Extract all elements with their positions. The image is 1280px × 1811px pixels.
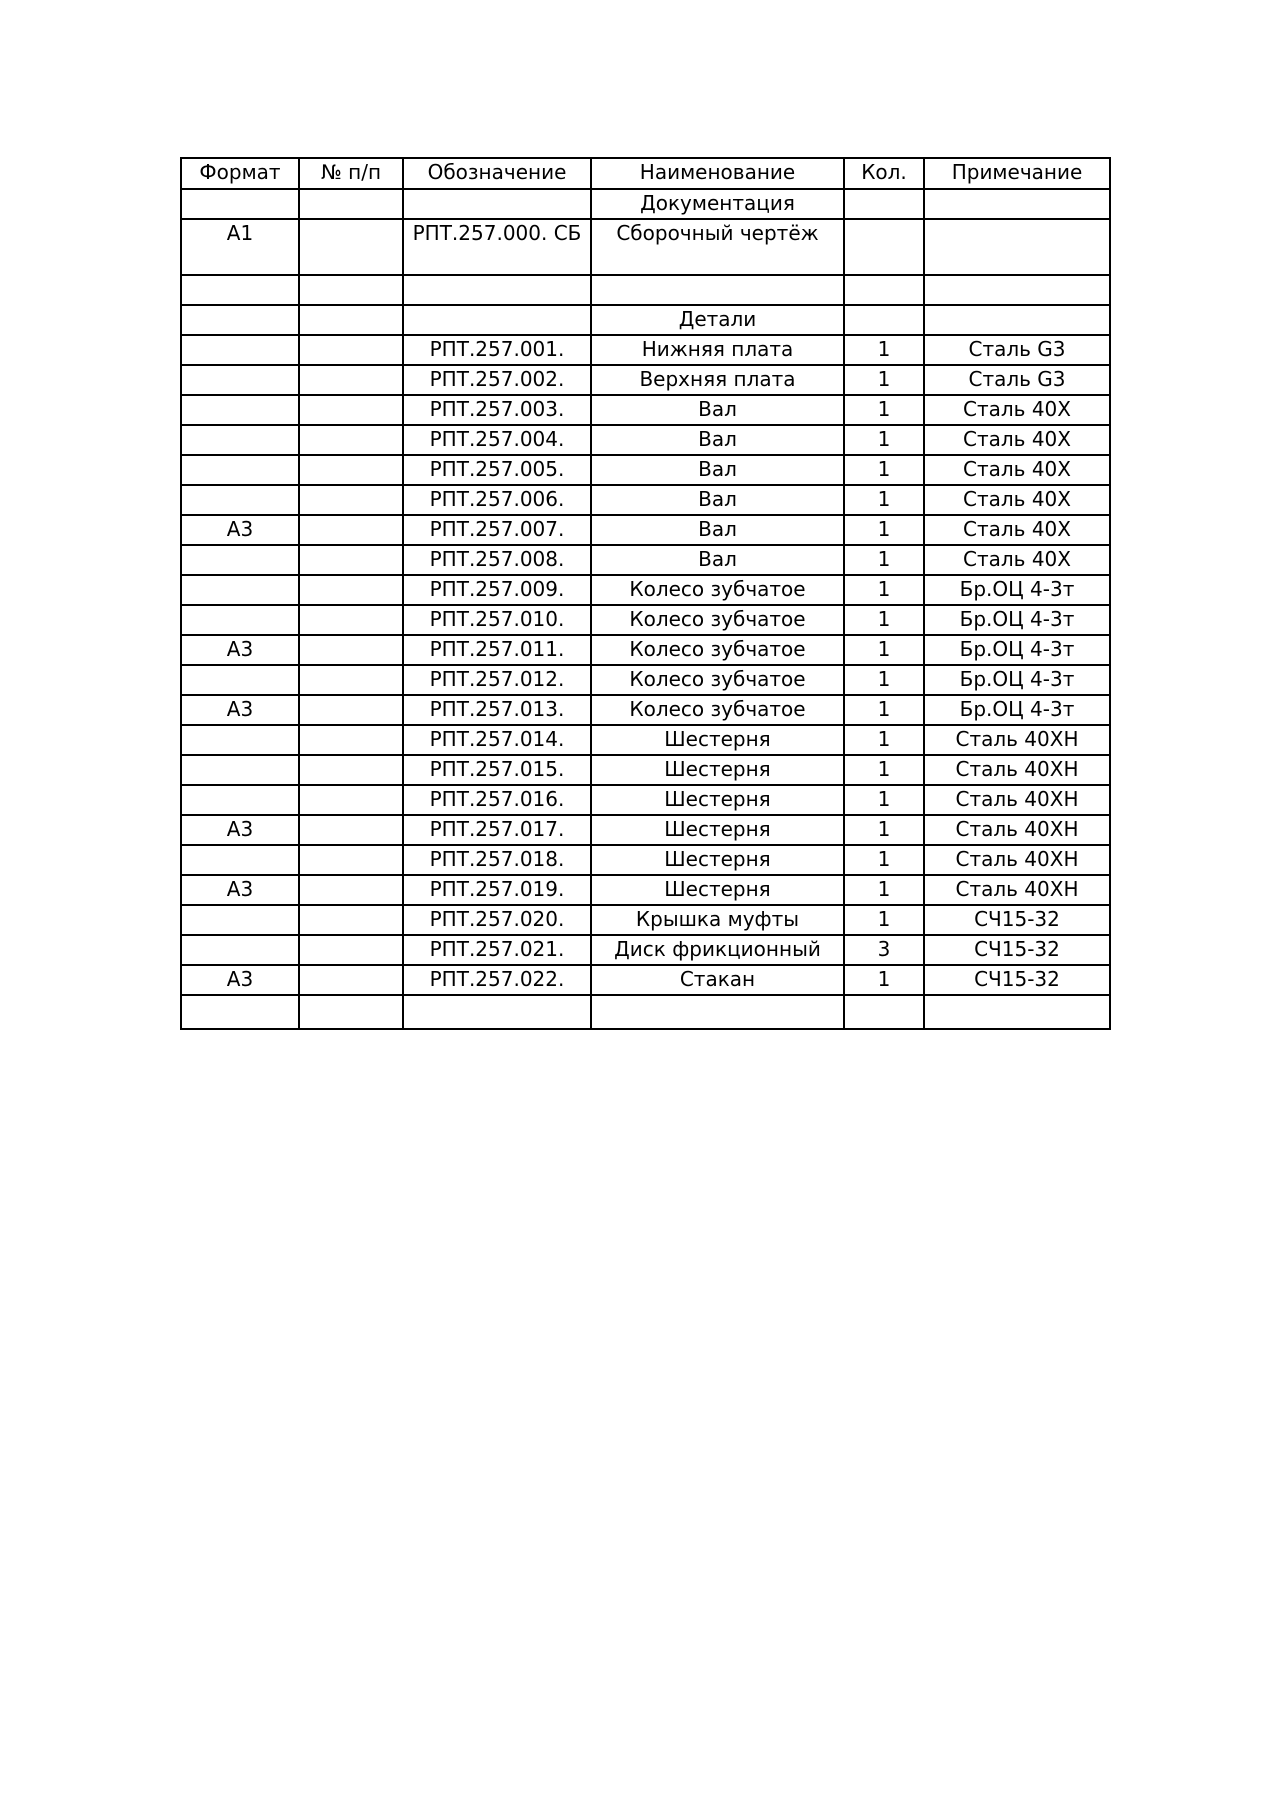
note-cell: Бр.ОЦ 4-3т [924, 575, 1110, 605]
table-row [181, 905, 1110, 935]
quantity-cell [844, 219, 924, 275]
table-row [181, 545, 1110, 575]
name-cell: Шестерня [591, 785, 844, 815]
note-cell [924, 305, 1110, 335]
number-cell [299, 515, 403, 545]
header-number: № п/п [299, 158, 403, 189]
quantity-cell: 1 [844, 905, 924, 935]
designation-cell: РПТ.257.014. [403, 725, 591, 755]
header-row [181, 158, 1110, 189]
table-row [181, 395, 1110, 425]
designation-cell: РПТ.257.021. [403, 935, 591, 965]
designation-cell [403, 275, 591, 305]
note-cell: Сталь G3 [924, 365, 1110, 395]
quantity-cell: 1 [844, 785, 924, 815]
format-cell: А3 [181, 875, 299, 905]
note-cell: Сталь 40ХН [924, 845, 1110, 875]
note-cell: Сталь 40Х [924, 545, 1110, 575]
note-cell: СЧ15-32 [924, 965, 1110, 995]
table-row [181, 275, 1110, 305]
name-cell: Шестерня [591, 845, 844, 875]
name-cell: Вал [591, 455, 844, 485]
number-cell [299, 845, 403, 875]
number-cell [299, 695, 403, 725]
note-cell: Сталь 40ХН [924, 875, 1110, 905]
quantity-cell: 1 [844, 635, 924, 665]
name-cell: Документация [591, 189, 844, 219]
number-cell [299, 485, 403, 515]
designation-cell: РПТ.257.012. [403, 665, 591, 695]
designation-cell [403, 189, 591, 219]
quantity-cell: 1 [844, 335, 924, 365]
format-cell [181, 755, 299, 785]
format-cell: А3 [181, 965, 299, 995]
name-cell: Вал [591, 425, 844, 455]
quantity-cell [844, 305, 924, 335]
name-cell: Шестерня [591, 815, 844, 845]
number-cell [299, 875, 403, 905]
table-row [181, 665, 1110, 695]
designation-cell [403, 305, 591, 335]
format-cell [181, 365, 299, 395]
designation-cell: РПТ.257.013. [403, 695, 591, 725]
quantity-cell: 1 [844, 965, 924, 995]
note-cell: Сталь 40Х [924, 455, 1110, 485]
number-cell [299, 935, 403, 965]
format-cell [181, 665, 299, 695]
format-cell [181, 905, 299, 935]
number-cell [299, 575, 403, 605]
note-cell: Сталь 40ХН [924, 785, 1110, 815]
number-cell [299, 815, 403, 845]
name-cell: Стакан [591, 965, 844, 995]
header-note: Примечание [924, 158, 1110, 189]
name-cell: Колесо зубчатое [591, 695, 844, 725]
format-cell: А3 [181, 515, 299, 545]
quantity-cell [844, 275, 924, 305]
designation-cell: РПТ.257.015. [403, 755, 591, 785]
number-cell [299, 365, 403, 395]
number-cell [299, 635, 403, 665]
designation-cell: РПТ.257.017. [403, 815, 591, 845]
number-cell [299, 425, 403, 455]
designation-cell: РПТ.257.002. [403, 365, 591, 395]
note-cell: Сталь 40ХН [924, 755, 1110, 785]
designation-cell: РПТ.257.018. [403, 845, 591, 875]
quantity-cell: 1 [844, 605, 924, 635]
designation-cell: РПТ.257.009. [403, 575, 591, 605]
table-row [181, 335, 1110, 365]
name-cell [591, 275, 844, 305]
designation-cell: РПТ.257.000. СБ [403, 219, 591, 275]
quantity-cell: 1 [844, 485, 924, 515]
table-row [181, 965, 1110, 995]
number-cell [299, 755, 403, 785]
table-row [181, 485, 1110, 515]
format-cell [181, 455, 299, 485]
designation-cell [403, 995, 591, 1029]
note-cell: Сталь 40Х [924, 395, 1110, 425]
format-cell [181, 845, 299, 875]
name-cell: Шестерня [591, 755, 844, 785]
number-cell [299, 395, 403, 425]
note-cell: Сталь G3 [924, 335, 1110, 365]
format-cell: А3 [181, 815, 299, 845]
format-cell [181, 605, 299, 635]
quantity-cell: 1 [844, 395, 924, 425]
name-cell: Вал [591, 485, 844, 515]
table-row [181, 635, 1110, 665]
designation-cell: РПТ.257.010. [403, 605, 591, 635]
quantity-cell: 1 [844, 665, 924, 695]
table-row [181, 425, 1110, 455]
designation-cell: РПТ.257.008. [403, 545, 591, 575]
quantity-cell: 1 [844, 815, 924, 845]
designation-cell: РПТ.257.007. [403, 515, 591, 545]
format-cell [181, 785, 299, 815]
note-cell [924, 995, 1110, 1029]
format-cell [181, 935, 299, 965]
name-cell: Вал [591, 395, 844, 425]
name-cell: Сборочный чертёж [591, 219, 844, 275]
name-cell: Колесо зубчатое [591, 665, 844, 695]
name-cell: Колесо зубчатое [591, 575, 844, 605]
table-row [181, 995, 1110, 1029]
format-cell [181, 995, 299, 1029]
number-cell [299, 665, 403, 695]
note-cell: Сталь 40ХН [924, 725, 1110, 755]
note-cell: Бр.ОЦ 4-3т [924, 695, 1110, 725]
note-cell: Бр.ОЦ 4-3т [924, 605, 1110, 635]
note-cell: Сталь 40Х [924, 485, 1110, 515]
number-cell [299, 545, 403, 575]
quantity-cell: 1 [844, 875, 924, 905]
designation-cell: РПТ.257.005. [403, 455, 591, 485]
format-cell [181, 335, 299, 365]
quantity-cell: 1 [844, 365, 924, 395]
name-cell: Колесо зубчатое [591, 635, 844, 665]
quantity-cell: 1 [844, 845, 924, 875]
note-cell: Бр.ОЦ 4-3т [924, 665, 1110, 695]
name-cell: Вал [591, 545, 844, 575]
name-cell: Колесо зубчатое [591, 605, 844, 635]
quantity-cell: 1 [844, 575, 924, 605]
designation-cell: РПТ.257.022. [403, 965, 591, 995]
note-cell [924, 275, 1110, 305]
note-cell: Сталь 40ХН [924, 815, 1110, 845]
format-cell: А1 [181, 219, 299, 275]
format-cell [181, 485, 299, 515]
format-cell: А3 [181, 695, 299, 725]
note-cell: Сталь 40Х [924, 515, 1110, 545]
designation-cell: РПТ.257.020. [403, 905, 591, 935]
designation-cell: РПТ.257.001. [403, 335, 591, 365]
number-cell [299, 785, 403, 815]
name-cell: Нижняя плата [591, 335, 844, 365]
designation-cell: РПТ.257.011. [403, 635, 591, 665]
designation-cell: РПТ.257.006. [403, 485, 591, 515]
header-designation: Обозначение [403, 158, 591, 189]
note-cell: СЧ15-32 [924, 935, 1110, 965]
format-cell: А3 [181, 635, 299, 665]
number-cell [299, 219, 403, 275]
specification-table [180, 157, 1111, 1030]
format-cell [181, 189, 299, 219]
quantity-cell: 1 [844, 755, 924, 785]
table-row [181, 189, 1110, 219]
name-cell: Диск фрикционный [591, 935, 844, 965]
name-cell: Детали [591, 305, 844, 335]
quantity-cell: 1 [844, 725, 924, 755]
number-cell [299, 605, 403, 635]
table-row [181, 935, 1110, 965]
table-row [181, 515, 1110, 545]
number-cell [299, 995, 403, 1029]
note-cell: Сталь 40Х [924, 425, 1110, 455]
format-cell [181, 425, 299, 455]
note-cell: СЧ15-32 [924, 905, 1110, 935]
name-cell: Верхняя плата [591, 365, 844, 395]
table-row [181, 875, 1110, 905]
format-cell [181, 305, 299, 335]
format-cell [181, 545, 299, 575]
name-cell: Шестерня [591, 875, 844, 905]
number-cell [299, 275, 403, 305]
designation-cell: РПТ.257.003. [403, 395, 591, 425]
header-format: Формат [181, 158, 299, 189]
format-cell [181, 395, 299, 425]
format-cell [181, 725, 299, 755]
table-row [181, 695, 1110, 725]
quantity-cell: 1 [844, 455, 924, 485]
number-cell [299, 965, 403, 995]
name-cell: Шестерня [591, 725, 844, 755]
quantity-cell: 1 [844, 695, 924, 725]
format-cell [181, 575, 299, 605]
designation-cell: РПТ.257.016. [403, 785, 591, 815]
name-cell: Крышка муфты [591, 905, 844, 935]
number-cell [299, 335, 403, 365]
table-row [181, 575, 1110, 605]
table-row [181, 725, 1110, 755]
table-row [181, 815, 1110, 845]
designation-cell: РПТ.257.004. [403, 425, 591, 455]
note-cell [924, 219, 1110, 275]
header-quantity: Кол. [844, 158, 924, 189]
quantity-cell [844, 189, 924, 219]
name-cell [591, 995, 844, 1029]
table-row [181, 605, 1110, 635]
quantity-cell [844, 995, 924, 1029]
table-row [181, 365, 1110, 395]
number-cell [299, 455, 403, 485]
note-cell: Бр.ОЦ 4-3т [924, 635, 1110, 665]
header-name: Наименование [591, 158, 844, 189]
number-cell [299, 725, 403, 755]
quantity-cell: 1 [844, 425, 924, 455]
number-cell [299, 189, 403, 219]
table-row [181, 755, 1110, 785]
name-cell: Вал [591, 515, 844, 545]
table-row [181, 845, 1110, 875]
note-cell [924, 189, 1110, 219]
table-row [181, 219, 1110, 275]
designation-cell: РПТ.257.019. [403, 875, 591, 905]
format-cell [181, 275, 299, 305]
number-cell [299, 905, 403, 935]
table-body [181, 189, 1110, 1029]
table-row [181, 305, 1110, 335]
number-cell [299, 305, 403, 335]
table-row [181, 455, 1110, 485]
quantity-cell: 3 [844, 935, 924, 965]
table-row [181, 785, 1110, 815]
quantity-cell: 1 [844, 545, 924, 575]
quantity-cell: 1 [844, 515, 924, 545]
